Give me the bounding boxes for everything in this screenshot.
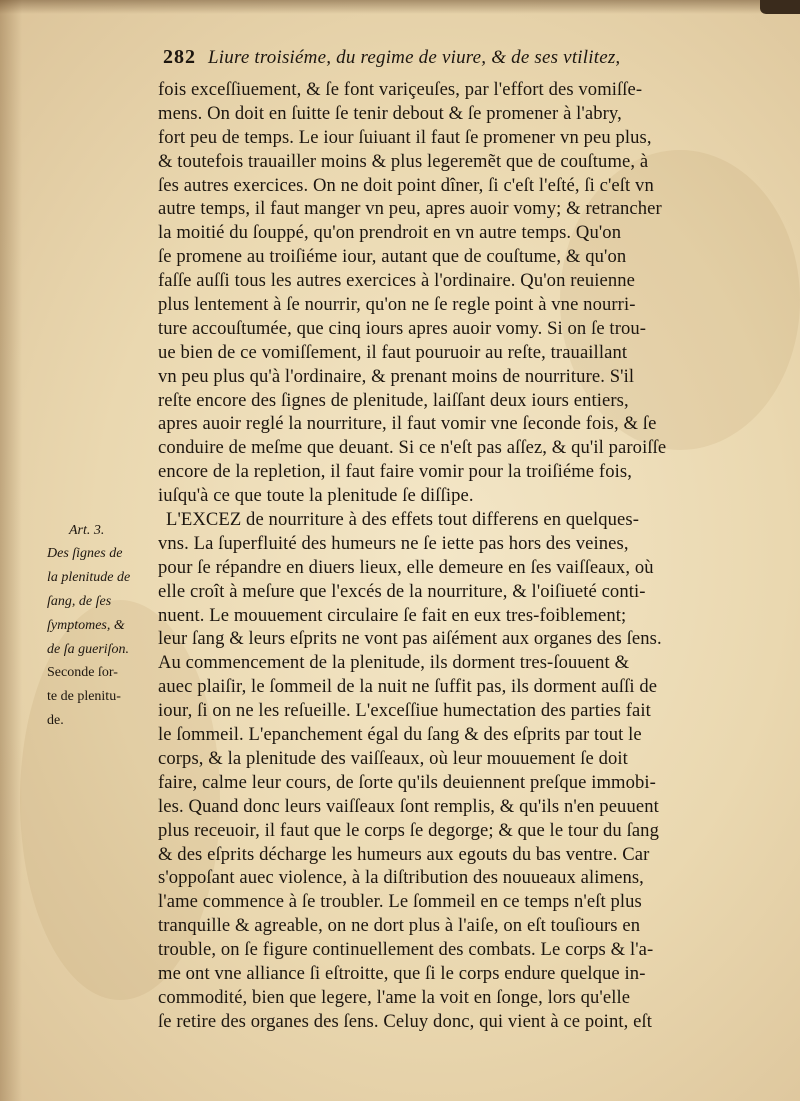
text-line: ſes autres exercices. On ne doit point dîner, ſi c'eſt l'eſté, ſi c'eſt vn — [158, 174, 654, 196]
article-line: ſe retire des organes des ſens. Celuy donc, qui vient à ce point, eſt — [158, 1010, 652, 1032]
margin-note — [47, 520, 155, 733]
article-line: me ont vne alliance ſi eſtroitte, que ſi le corps endure quelque in- — [158, 962, 646, 984]
text-line: ſe promene au troiſiéme iour, autant que de couſtume, & qu'on — [158, 246, 627, 268]
article-line: & des eſprits décharge les humeurs aux egouts du bas ventre. Car — [158, 843, 650, 865]
article-number: Art. 3. — [69, 523, 105, 538]
article-line: trouble, on ſe figure continuellement des combats. Le corps & l'a- — [158, 939, 654, 961]
page-corner — [760, 0, 800, 14]
page-top-shadow — [0, 0, 800, 14]
text-line: apres auoir reglé la nourriture, il faut vomir vne ſeconde fois, & ſe — [158, 413, 657, 435]
margin-note-line: ſang, de ſes — [47, 593, 112, 609]
article-line: iour, ſi on ne les reſueille. L'exceſſiue humectation des parties fait — [158, 700, 651, 722]
article-line: l'ame commence à ſe troubler. Le ſommeil en ce temps n'eſt plus — [158, 891, 642, 913]
article-line: s'oppoſant auec violence, à la diſtribution des nouueaux alimens, — [158, 867, 644, 889]
text-line: encore de la repletion, il faut faire vomir pour la troiſiéme fois, — [158, 461, 632, 483]
article-line: le ſommeil. L'epanchement égal du ſang & des eſprits par tout le — [158, 724, 642, 746]
text-line: conduire de meſme que deuant. Si ce n'eſt pas aſſez, & qu'il paroiſſe — [158, 437, 667, 459]
margin-note-line: de ſa gueriſon. — [47, 641, 130, 657]
text-line: autre temps, il faut manger vn peu, apres auoir vomy; & retrancher — [158, 198, 662, 220]
article-line: les. Quand donc leurs vaiſſeaux ſont remplis, & qu'ils n'en peuuent — [158, 795, 659, 817]
running-title: Liure troisiéme, du regime de viure, & de ses vtilitez, — [208, 47, 621, 68]
margin-note-line: Seconde ſor- — [47, 665, 118, 681]
text-line: la moitié du ſouppé, qu'on prendroit en vn autre temps. Qu'on — [158, 222, 622, 244]
article-line: plus receuoir, il faut que le corps ſe degorge; & que le tour du ſang — [158, 819, 659, 841]
text-line: & toutefois trauailler moins & plus legeremẽt que de couſtume, à — [158, 150, 649, 172]
text-line: reſte encore des ſignes de plenitude, laiſſant deux iours entiers, — [158, 389, 629, 411]
margin-note-line: Des ſignes de — [47, 546, 123, 561]
article-line: tranquille & agreable, on ne dort plus à l'aiſe, on eſt touſiours en — [158, 915, 641, 937]
text-line: fois exceſſiuement, & ſe font variçeuſes, par l'effort des vomiſſe- — [158, 79, 643, 100]
page-edge-shadow — [0, 0, 22, 1101]
page-number: 282 — [163, 46, 196, 68]
article-line: Au commencement de la plenitude, ils dorment tres-ſouuent & — [158, 652, 630, 674]
text-line: ue bien de ce vomiſſement, il faut pouruoir au reſte, trauaillant — [158, 341, 628, 363]
text-line: fort peu de temps. Le iour ſuiuant il faut ſe promener vn peu plus, — [158, 126, 652, 148]
margin-note-line: ſymptomes, & — [47, 617, 125, 633]
article-line: leur ſang & leurs eſprits ne vont pas aiſément aux organes des ſens. — [158, 628, 662, 650]
article-line: vns. La ſuperfluité des humeurs ne ſe iette pas hors des veines, — [158, 532, 629, 554]
article-line: auec plaiſir, le ſommeil de la nuit ne ſuffit pas, ils dorment auſſi de — [158, 676, 658, 698]
article-line: L'EXCEZ de nourriture à des effets tout differens en quelques- — [166, 509, 640, 531]
margin-note-line: te de plenitu- — [47, 689, 121, 705]
text-line: iuſqu'à ce que toute la plenitude ſe diſſipe. — [158, 485, 474, 507]
text-line: plus lentement à ſe nourrir, qu'on ne ſe regle point à vne nourri- — [158, 294, 636, 316]
text-line: mens. On doit en ſuitte ſe tenir debout & ſe promener à l'abry, — [158, 102, 622, 124]
article-line: corps, & la plenitude des vaiſſeaux, où leur mouuement ſe doit — [158, 747, 628, 769]
main-text — [158, 78, 758, 1034]
article-line: commodité, bien que legere, l'ame la voit en ſonge, lors qu'elle — [158, 986, 631, 1008]
text-line: faſſe auſſi tous les autres exercices à l'ordinaire. Qu'on reuienne — [158, 270, 636, 292]
article-line: nuent. Le mouuement circulaire ſe fait en eux tres-foiblement; — [158, 604, 627, 626]
margin-note-line: de. — [47, 713, 64, 729]
running-header — [163, 46, 763, 80]
article-line: pour ſe répandre en diuers lieux, elle demeure en ſes vaiſſeaux, où — [158, 556, 654, 578]
margin-note-line: la plenitude de — [47, 569, 131, 585]
text-line: ture accouſtumée, que cinq iours apres auoir vomy. Si on ſe trou- — [158, 317, 647, 339]
article-line: faire, calme leur cours, de ſorte qu'ils deuiennent preſque immobi- — [158, 771, 656, 793]
article-line: elle croît à meſure que l'excés de la nourriture, & l'oiſiueté conti- — [158, 580, 646, 602]
text-line: vn peu plus qu'à l'ordinaire, & prenant moins de nourriture. S'il — [158, 365, 635, 387]
